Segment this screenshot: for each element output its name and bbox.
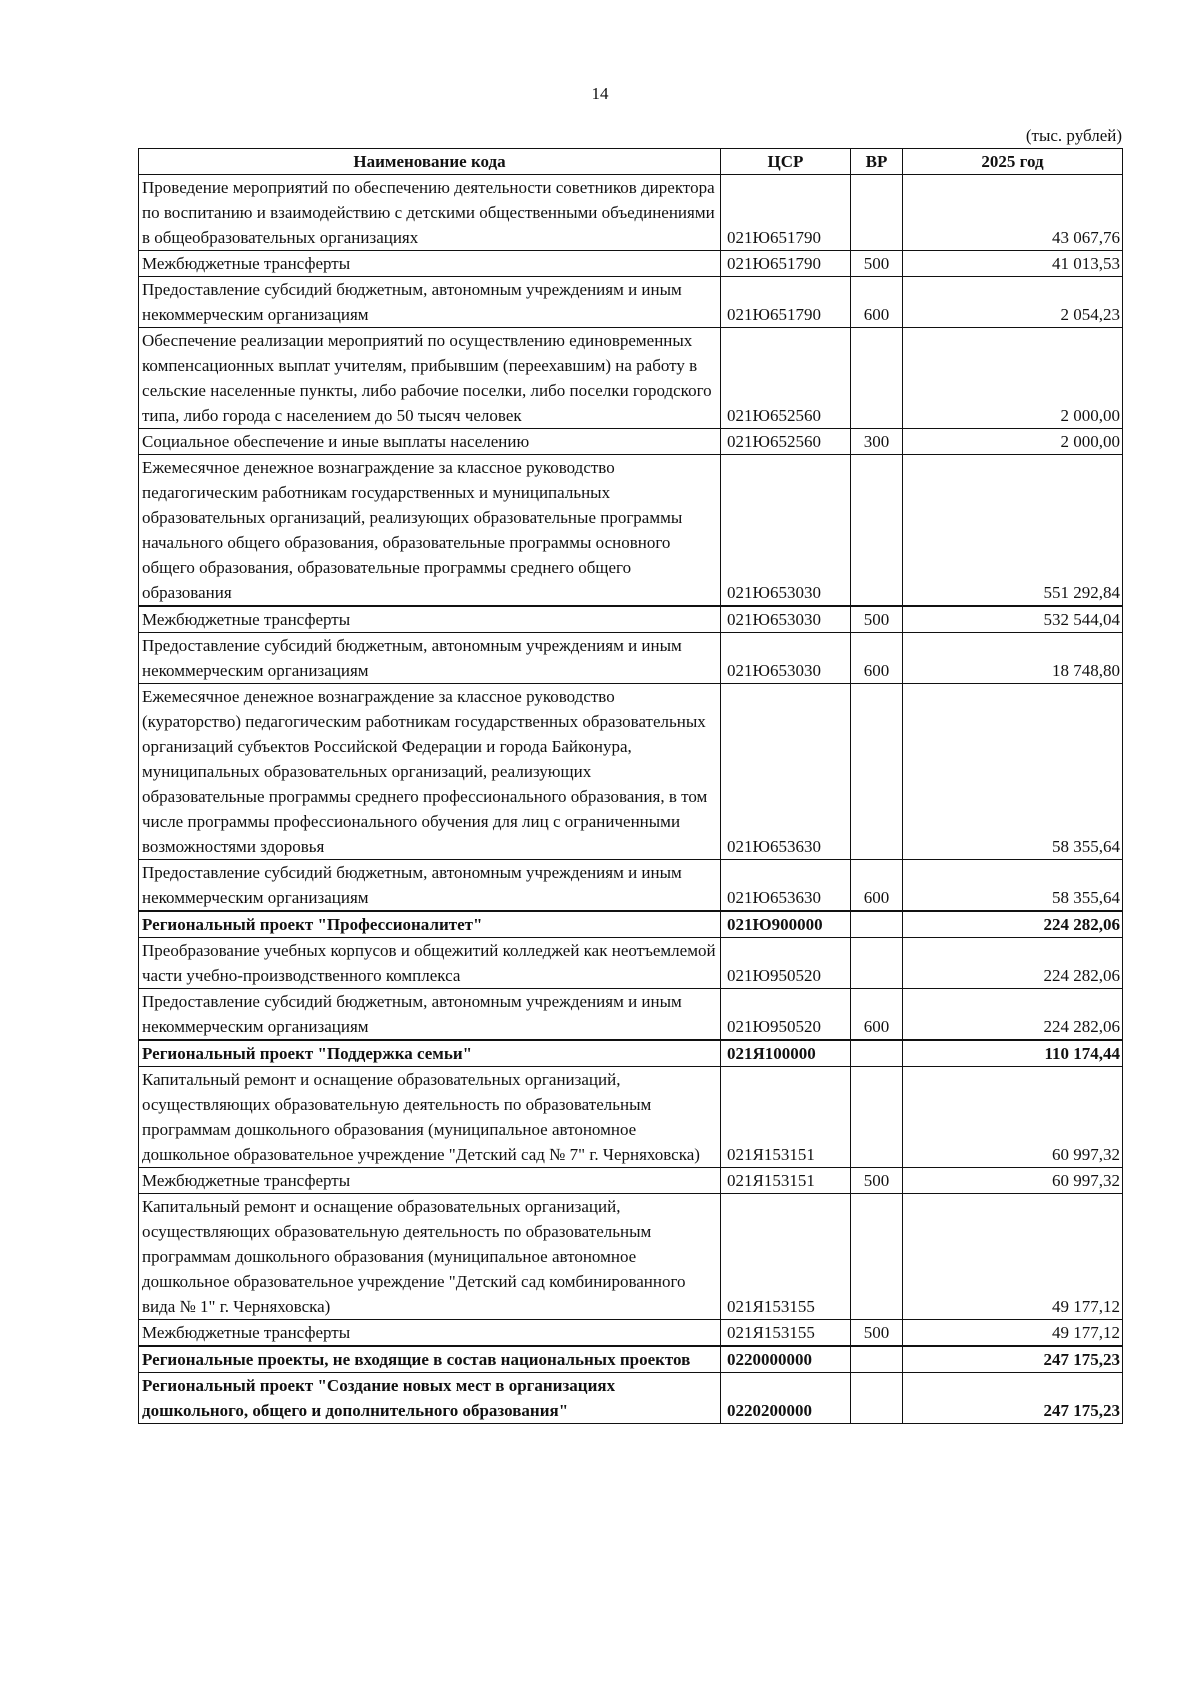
row-amount: 58 355,64	[903, 684, 1123, 860]
units-label: (тыс. рублей)	[1025, 126, 1122, 145]
row-vr	[851, 1194, 903, 1320]
table-row-section	[139, 1346, 1123, 1373]
table-row-section	[139, 1373, 1123, 1424]
row-amount: 49 177,12	[903, 1320, 1123, 1347]
row-amount: 58 355,64	[903, 860, 1123, 912]
row-csr: 0220000000	[721, 1346, 851, 1373]
row-name: Предоставление субсидий бюджетным, автономным учреждениям и иным некоммерческим организациям	[139, 989, 721, 1041]
row-vr	[851, 328, 903, 429]
header-csr: ЦСР	[721, 149, 851, 175]
row-amount: 18 748,80	[903, 633, 1123, 684]
table-row	[139, 328, 1123, 429]
table-row-section	[139, 911, 1123, 938]
table-row	[139, 175, 1123, 251]
row-vr	[851, 1067, 903, 1168]
row-amount: 2 000,00	[903, 328, 1123, 429]
row-csr: 021Я153155	[721, 1320, 851, 1347]
row-csr: 021Ю653030	[721, 606, 851, 633]
row-vr: 500	[851, 1320, 903, 1347]
row-vr: 600	[851, 277, 903, 328]
table-row	[139, 251, 1123, 277]
table-row	[139, 684, 1123, 860]
table-row	[139, 455, 1123, 607]
row-amount: 43 067,76	[903, 175, 1123, 251]
table-row	[139, 1168, 1123, 1194]
row-name: Социальное обеспечение и иные выплаты населению	[139, 429, 721, 455]
row-name: Проведение мероприятий по обеспечению деятельности советников директора по воспитанию и взаимодействию с детскими общественными объединениями в общеобразовательных организациях	[139, 175, 721, 251]
row-csr: 021Я153151	[721, 1168, 851, 1194]
header-name: Наименование кода	[139, 149, 721, 175]
row-vr: 600	[851, 633, 903, 684]
row-vr: 500	[851, 1168, 903, 1194]
table-row	[139, 606, 1123, 633]
row-name: Ежемесячное денежное вознаграждение за классное руководство педагогическим работникам государственных и муниципальных образовательных организаций, реализующих образовательные программы начального общего образования, образовательные программы основного общего образования, образовательные программы среднего общего образования	[139, 455, 721, 607]
row-amount: 2 054,23	[903, 277, 1123, 328]
row-name: Предоставление субсидий бюджетным, автономным учреждениям и иным некоммерческим организациям	[139, 860, 721, 912]
table-header-row	[139, 149, 1123, 175]
row-vr	[851, 455, 903, 607]
row-amount: 110 174,44	[903, 1040, 1123, 1067]
row-csr: 021Ю651790	[721, 175, 851, 251]
row-name: Региональные проекты, не входящие в состав национальных проектов	[139, 1346, 721, 1373]
table-row	[139, 277, 1123, 328]
row-amount: 2 000,00	[903, 429, 1123, 455]
row-name: Межбюджетные трансферты	[139, 1320, 721, 1347]
row-vr	[851, 911, 903, 938]
row-vr	[851, 1040, 903, 1067]
row-csr: 021Я153151	[721, 1067, 851, 1168]
row-csr: 021Я100000	[721, 1040, 851, 1067]
row-name: Межбюджетные трансферты	[139, 606, 721, 633]
row-vr	[851, 938, 903, 989]
row-csr: 021Ю653030	[721, 455, 851, 607]
table-row	[139, 989, 1123, 1041]
row-vr	[851, 1346, 903, 1373]
row-amount: 224 282,06	[903, 989, 1123, 1041]
table-row	[139, 938, 1123, 989]
row-name: Обеспечение реализации мероприятий по осуществлению единовременных компенсационных выплат учителям, прибывшим (переехавшим) на работу в сельские населенные пункты, либо рабочие поселки, либо поселки городского типа, либо города с населением до 50 тысяч человек	[139, 328, 721, 429]
table-row	[139, 633, 1123, 684]
row-csr: 021Ю651790	[721, 251, 851, 277]
row-vr: 500	[851, 606, 903, 633]
row-vr: 600	[851, 989, 903, 1041]
header-vr: ВР	[851, 149, 903, 175]
row-vr: 500	[851, 251, 903, 277]
row-amount: 224 282,06	[903, 938, 1123, 989]
row-amount: 60 997,32	[903, 1067, 1123, 1168]
row-amount: 247 175,23	[903, 1346, 1123, 1373]
row-vr	[851, 1373, 903, 1424]
row-csr: 021Ю652560	[721, 328, 851, 429]
row-vr	[851, 175, 903, 251]
table-row	[139, 1194, 1123, 1320]
row-amount: 224 282,06	[903, 911, 1123, 938]
row-csr: 021Я153155	[721, 1194, 851, 1320]
row-amount: 60 997,32	[903, 1168, 1123, 1194]
budget-table	[138, 148, 1123, 1424]
row-amount: 247 175,23	[903, 1373, 1123, 1424]
row-name: Предоставление субсидий бюджетным, автономным учреждениям и иным некоммерческим организациям	[139, 277, 721, 328]
row-vr	[851, 684, 903, 860]
table-row	[139, 429, 1123, 455]
row-csr: 0220200000	[721, 1373, 851, 1424]
row-csr: 021Ю950520	[721, 938, 851, 989]
page-number: 14	[591, 84, 609, 103]
row-name: Ежемесячное денежное вознаграждение за классное руководство (кураторство) педагогическим работникам государственных образовательных организаций субъектов Российской Федерации и города Байконура, муниципальных образовательных организаций, реализующих образовательные программы среднего профессионального образования, в том числе программы профессионального обучения для лиц с ограниченными возможностями здоровья	[139, 684, 721, 860]
row-name: Региональный проект "Создание новых мест в организациях дошкольного, общего и дополнительного образования"	[139, 1373, 721, 1424]
row-amount: 532 544,04	[903, 606, 1123, 633]
row-name: Капитальный ремонт и оснащение образовательных организаций, осуществляющих образовательную деятельность по образовательным программам дошкольного образования (муниципальное автономное дошкольное образовательное учреждение "Детский сад комбинированного вида № 1" г. Черняховска)	[139, 1194, 721, 1320]
table-body	[139, 175, 1123, 1424]
table-row-section	[139, 1040, 1123, 1067]
row-csr: 021Ю653630	[721, 860, 851, 912]
row-name: Предоставление субсидий бюджетным, автономным учреждениям и иным некоммерческим организациям	[139, 633, 721, 684]
row-vr: 600	[851, 860, 903, 912]
row-name: Капитальный ремонт и оснащение образовательных организаций, осуществляющих образовательную деятельность по образовательным программам дошкольного образования (муниципальное автономное дошкольное образовательное учреждение "Детский сад № 7" г. Черняховска)	[139, 1067, 721, 1168]
table-row	[139, 860, 1123, 912]
table-row	[139, 1067, 1123, 1168]
table-row	[139, 1320, 1123, 1347]
row-csr: 021Ю653630	[721, 684, 851, 860]
row-name: Региональный проект "Профессионалитет"	[139, 911, 721, 938]
row-name: Межбюджетные трансферты	[139, 251, 721, 277]
row-amount: 551 292,84	[903, 455, 1123, 607]
row-csr: 021Ю950520	[721, 989, 851, 1041]
row-csr: 021Ю651790	[721, 277, 851, 328]
row-csr: 021Ю653030	[721, 633, 851, 684]
row-csr: 021Ю652560	[721, 429, 851, 455]
row-name: Межбюджетные трансферты	[139, 1168, 721, 1194]
header-year: 2025 год	[903, 149, 1123, 175]
row-name: Преобразование учебных корпусов и общежитий колледжей как неотъемлемой части учебно-производственного комплекса	[139, 938, 721, 989]
row-amount: 41 013,53	[903, 251, 1123, 277]
row-amount: 49 177,12	[903, 1194, 1123, 1320]
row-csr: 021Ю900000	[721, 911, 851, 938]
row-name: Региональный проект "Поддержка семьи"	[139, 1040, 721, 1067]
row-vr: 300	[851, 429, 903, 455]
